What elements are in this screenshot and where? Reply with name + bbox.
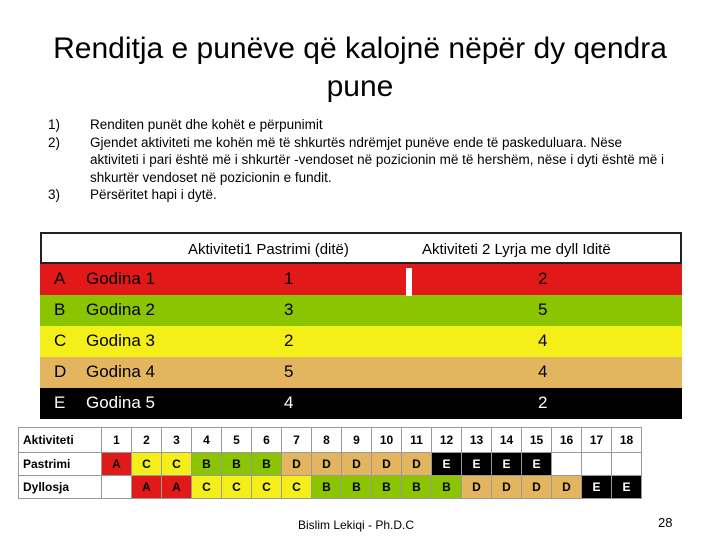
day-number: 12 — [432, 428, 462, 453]
jobs-table-row — [40, 264, 682, 295]
schedule-header-row — [19, 428, 642, 453]
day-number: 5 — [222, 428, 252, 453]
schedule-row — [19, 453, 642, 476]
schedule-cell: B — [252, 453, 282, 476]
schedule-cell — [612, 453, 642, 476]
jobs-table-row — [40, 326, 682, 357]
step-item — [48, 134, 668, 187]
schedule-cell: C — [162, 453, 192, 476]
schedule-cell: E — [462, 453, 492, 476]
step-text: Renditen punët dhe kohët e përpunimit — [90, 117, 323, 132]
jobs-table-row — [40, 357, 682, 388]
schedule-cell — [552, 453, 582, 476]
job-letter: D — [54, 362, 67, 381]
day-number: 7 — [282, 428, 312, 453]
job-letter: C — [54, 331, 67, 350]
step-text: Përsëritet hapi i dytë. — [90, 187, 217, 202]
day-number: 9 — [342, 428, 372, 453]
page-number: 28 — [658, 515, 673, 530]
activity1-time: 1 — [284, 269, 294, 288]
schedule-cell: B — [402, 476, 432, 499]
activity1-time: 3 — [284, 300, 294, 319]
schedule-cell: E — [522, 453, 552, 476]
day-number: 11 — [402, 428, 432, 453]
schedule-cell: D — [342, 453, 372, 476]
schedule-cell — [102, 476, 132, 499]
steps-list — [48, 116, 668, 204]
jobs-table — [40, 232, 682, 420]
schedule-cell: E — [432, 453, 462, 476]
schedule-cell: B — [372, 476, 402, 499]
schedule-cell: B — [312, 476, 342, 499]
activity2-time: 5 — [538, 300, 548, 319]
day-number: 1 — [102, 428, 132, 453]
jobs-table-row — [40, 295, 682, 326]
schedule-row — [19, 476, 642, 499]
schedule-cell: C — [192, 476, 222, 499]
step-item — [48, 116, 668, 134]
schedule-cell: E — [612, 476, 642, 499]
activity1-time: 2 — [284, 331, 294, 350]
jobs-table-header — [40, 232, 682, 264]
footer-author: Bislim Lekiqi - Ph.D.C — [298, 518, 415, 532]
day-number: 17 — [582, 428, 612, 453]
schedule-cell: D — [492, 476, 522, 499]
activity2-time: 4 — [538, 331, 548, 350]
step-number: 3) — [48, 187, 61, 202]
slide-title: Renditja e punëve që kalojnë nëpër dy qendra pune — [53, 32, 667, 103]
schedule-cell: D — [522, 476, 552, 499]
schedule-cell: B — [192, 453, 222, 476]
day-number: 16 — [552, 428, 582, 453]
activity2-header: Aktiviteti 2 Lyrja me dyll Iditë — [422, 241, 611, 258]
schedule-cell: A — [162, 476, 192, 499]
schedule-cell: D — [552, 476, 582, 499]
jobs-table-row — [40, 388, 682, 419]
day-number: 8 — [312, 428, 342, 453]
activity2-time: 4 — [538, 362, 548, 381]
day-number: 14 — [492, 428, 522, 453]
schedule-cell: C — [132, 453, 162, 476]
activity2-time: 2 — [538, 269, 548, 288]
schedule-header-label: Aktiviteti — [19, 428, 102, 453]
day-number: 2 — [132, 428, 162, 453]
day-number: 18 — [612, 428, 642, 453]
day-number: 15 — [522, 428, 552, 453]
activity1-time: 4 — [284, 393, 294, 412]
activity2-time: 2 — [538, 393, 548, 412]
schedule-cell: B — [342, 476, 372, 499]
activity1-header: Aktiviteti1 Pastrimi (ditë) — [188, 241, 349, 258]
job-name: Godina 3 — [86, 331, 155, 350]
schedule-cell: D — [402, 453, 432, 476]
schedule-table — [18, 427, 642, 499]
schedule-cell: B — [432, 476, 462, 499]
schedule-cell: D — [372, 453, 402, 476]
schedule-cell: E — [582, 476, 612, 499]
job-name: Godina 5 — [86, 393, 155, 412]
schedule-cell: C — [282, 476, 312, 499]
day-number: 6 — [252, 428, 282, 453]
job-name: Godina 1 — [86, 269, 155, 288]
schedule-cell: A — [102, 453, 132, 476]
step-text: Gjendet aktiviteti me kohën më të shkurtës ndrëmjet punëve ende të paskeduluara. Nëse aktiviteti i pari është më i shkurtër -vendoset në pozicionin më të hershëm, nëse i dyti është më i shkurtër vendoset në pozicionin e fundit. — [90, 134, 665, 185]
job-name: Godina 2 — [86, 300, 155, 319]
day-number: 3 — [162, 428, 192, 453]
column-divider — [406, 268, 412, 296]
schedule-row-label: Dyllosja — [19, 476, 102, 499]
job-letter: A — [54, 269, 66, 288]
job-letter: B — [54, 300, 66, 319]
schedule-cell: D — [312, 453, 342, 476]
job-letter: E — [54, 393, 66, 412]
day-number: 4 — [192, 428, 222, 453]
step-number: 2) — [48, 134, 61, 150]
schedule-cell: E — [492, 453, 522, 476]
activity1-time: 5 — [284, 362, 294, 381]
schedule-cell: C — [252, 476, 282, 499]
schedule-row-label: Pastrimi — [19, 453, 102, 476]
schedule-cell — [582, 453, 612, 476]
schedule-cell: A — [132, 476, 162, 499]
schedule-cell: C — [222, 476, 252, 499]
schedule-cell: D — [462, 476, 492, 499]
step-item — [48, 186, 668, 204]
day-number: 13 — [462, 428, 492, 453]
step-number: 1) — [48, 117, 61, 132]
job-name: Godina 4 — [86, 362, 155, 381]
day-number: 10 — [372, 428, 402, 453]
schedule-cell: D — [282, 453, 312, 476]
schedule-cell: B — [222, 453, 252, 476]
